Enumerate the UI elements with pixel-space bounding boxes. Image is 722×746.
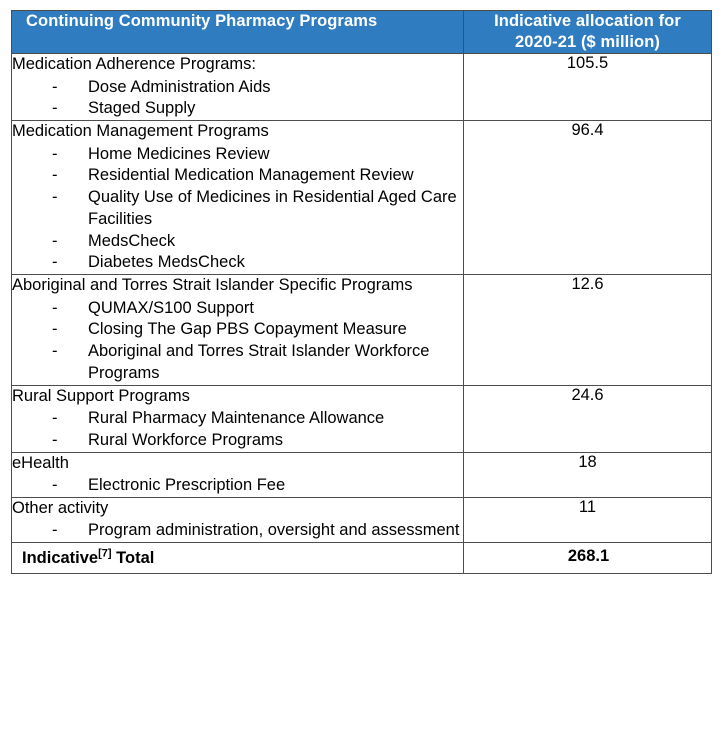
list-item [12,341,463,385]
total-label [12,543,464,574]
table-row [12,275,712,386]
table-header-row [12,11,712,54]
allocation-value: 24.6 [464,385,712,452]
list-item-label: Aboriginal and Torres Strait Islander Workforce Programs [88,342,430,382]
list-item-label: Rural Pharmacy Maintenance Allowance [88,409,385,428]
list-item-label: Dose Administration Aids [88,77,271,96]
program-group-cell [12,385,464,452]
column-header-allocation-line2: 2020-21 ($ million) [515,33,660,52]
dash-bullet-icon: - [52,342,58,361]
list-item [12,231,463,253]
program-group-cell [12,452,464,497]
list-item-label: Electronic Prescription Fee [88,476,286,495]
list-item [12,520,463,542]
dash-bullet-icon: - [52,77,58,96]
table-row [12,497,712,542]
dash-bullet-icon: - [52,476,58,495]
list-item-label: Home Medicines Review [88,144,270,163]
column-header-allocation [464,11,712,54]
table-row [12,452,712,497]
table-row [12,54,712,121]
program-group-cell [12,121,464,275]
allocation-value: 105.5 [464,54,712,121]
dash-bullet-icon: - [52,99,58,118]
list-item [12,144,463,166]
program-sub-list [12,298,463,385]
total-label-suffix: Total [111,548,155,567]
program-group-title: eHealth [12,453,69,472]
allocation-value: 18 [464,452,712,497]
column-header-allocation-line1: Indicative allocation for [494,12,681,30]
dash-bullet-icon: - [52,430,58,449]
dash-bullet-icon: - [52,320,58,339]
dash-bullet-icon: - [52,166,58,185]
list-item [12,165,463,187]
list-item-label: Diabetes MedsCheck [88,253,245,272]
total-allocation-value: 268.1 [464,543,712,574]
allocation-value: 11 [464,497,712,542]
dash-bullet-icon: - [52,144,58,163]
list-item-label: Quality Use of Medicines in Residential Aged Care Facilities [88,188,457,228]
program-group-cell [12,497,464,542]
dash-bullet-icon: - [52,409,58,428]
list-item [12,430,463,452]
allocation-value: 12.6 [464,275,712,386]
total-label-footnote: [7] [98,547,112,560]
total-label-text: Indicative [22,548,99,567]
list-item-label: QUMAX/S100 Support [88,298,254,317]
list-item-label: Residential Medication Management Review [88,166,414,185]
table-body [12,54,712,573]
dash-bullet-icon: - [52,253,58,272]
list-item-label: Staged Supply [88,99,196,118]
program-group-title: Rural Support Programs [12,386,190,405]
list-item [12,408,463,430]
list-item-label: Rural Workforce Programs [88,430,283,449]
table-total-row [12,543,712,574]
dash-bullet-icon: - [52,521,58,540]
program-sub-list [12,475,463,497]
list-item-label: MedsCheck [88,231,176,250]
program-group-cell [12,54,464,121]
program-sub-list [12,144,463,275]
table-row [12,121,712,275]
indicative-allocation-table [11,10,712,574]
list-item [12,298,463,320]
program-sub-list [12,520,463,542]
table-row [12,385,712,452]
program-group-title: Aboriginal and Torres Strait Islander Specific Programs [12,276,413,295]
allocation-value: 96.4 [464,121,712,275]
program-group-title: Medication Adherence Programs: [12,55,256,74]
dash-bullet-icon: - [52,231,58,250]
program-group-cell [12,275,464,386]
column-header-programs: Continuing Community Pharmacy Programs [12,11,464,54]
program-sub-list [12,408,463,452]
program-sub-list [12,77,463,121]
list-item [12,77,463,99]
program-group-title: Other activity [12,498,109,517]
list-item [12,252,463,274]
list-item-label: Closing The Gap PBS Copayment Measure [88,320,407,339]
list-item [12,187,463,231]
list-item-label: Program administration, oversight and assessment [88,521,460,540]
table-header [12,11,712,54]
program-group-title: Medication Management Programs [12,122,269,141]
list-item [12,475,463,497]
dash-bullet-icon: - [52,188,58,207]
list-item [12,98,463,120]
list-item [12,319,463,341]
dash-bullet-icon: - [52,298,58,317]
